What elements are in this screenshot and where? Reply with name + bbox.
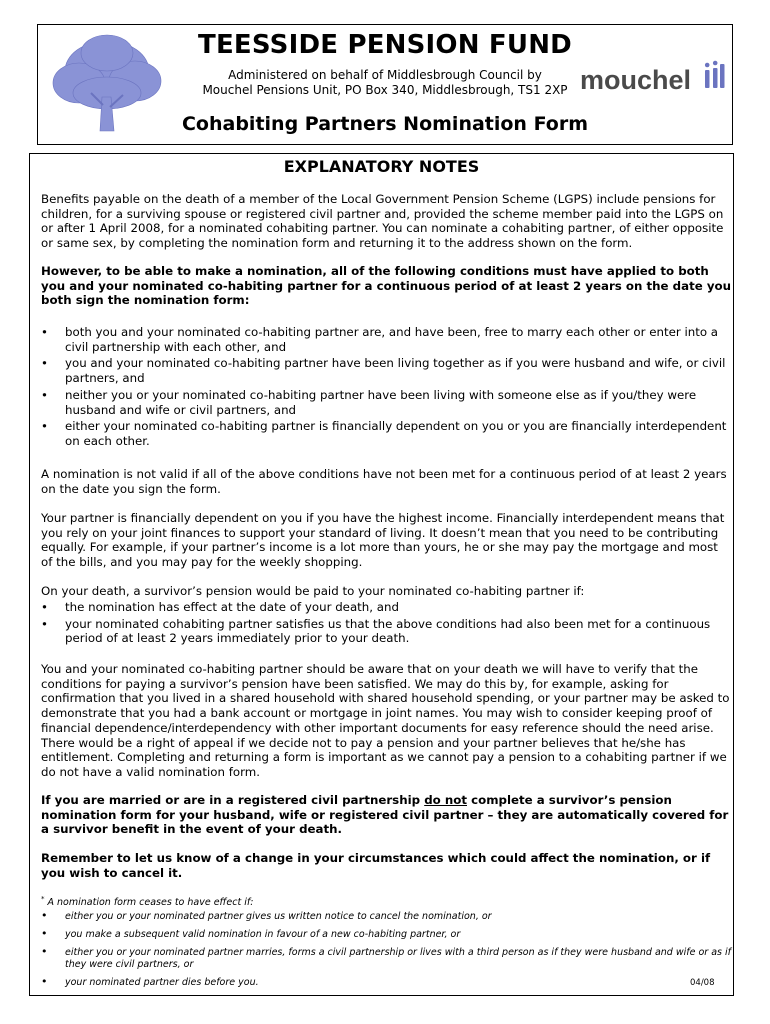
footnote-list [41, 911, 731, 995]
list-item: • neither you or your nominated co-habiting partner have been living with someone else as if you/they were husband and wife or civil partners, and [41, 387, 697, 417]
verify-paragraph: You and your nominated co-habiting partner should be aware that on your death we will have to verify that the conditions for paying a survivor’s pension have been satisfied. We may do this by, for example, asking for confirmation that you lived in a shared household with shared household spending, or your partner may be asked to demonstrate that you had a bank account or mortgage in joint names. You may wish to consider keeping proof of financial dependence/interdependency with other important documents for easy reference should the need arise. There would be a right of appeal if we decide not to pay a pension and your partner believes that he/she has entitlement. Completing and returning a form is important as we cannot pay a pension to a cohabiting partner if we do not have a valid nomination form. [41, 662, 730, 779]
mouchel-logo [578, 60, 728, 96]
married-paragraph: If you are married or are in a registered civil partnership do not complete a survivor’s pension nomination form for your husband, wife or registered civil partner – they are automatically covered for a survivor benefit in the event of your death. [41, 793, 729, 837]
list-item: • either you or your nominated partner gives us written notice to cancel the nomination, or [41, 909, 492, 922]
fund-title: TEESSIDE PENSION FUND [198, 30, 572, 60]
conditions-list [41, 325, 731, 451]
administrator-info [185, 68, 585, 98]
admin-line-2: Mouchel Pensions Unit, PO Box 340, Middlesbrough, TS1 2XP [202, 83, 568, 97]
death-intro: On your death, a survivor’s pension would be paid to your nominated co-habiting partner if: [41, 584, 585, 598]
admin-line-1: Administered on behalf of Middlesbrough Council by [228, 68, 542, 82]
list-item: • you make a subsequent valid nomination in favour of a new co-habiting partner, or [41, 927, 461, 940]
death-conditions-list [41, 600, 731, 648]
list-item: • your nominated cohabiting partner satisfies us that the above conditions had also been met for a continuous period of at least 2 years immediately prior to your death. [41, 616, 711, 646]
invalid-paragraph: A nomination is not valid if all of the above conditions have not been met for a continuous period of at least 2 years on the date you sign the form. [41, 467, 727, 496]
list-item: • either your nominated co-habiting partner is financially dependent on you or you are financially interdependent on each other. [41, 419, 727, 448]
conditions-intro: However, to be able to make a nomination, all of the following conditions must have applied to both you and your nominated co-habiting partner for a continuous period of at least 2 years on the date you both sign the nomination form: [41, 264, 732, 308]
intro-paragraph: Benefits payable on the death of a member of the Local Government Pension Scheme (LGPS) include pensions for children, for a surviving spouse or registered civil partner and, provided the scheme member paid into the LGPS on or after 1 April 2008, for a nominated cohabiting partner. You can nominate a cohabiting partner, of either opposite or same sex, by completing the nomination form and returning it to the address shown on the form. [41, 192, 724, 251]
mouchel-logo-text: mouchel [580, 65, 692, 95]
list-item: • your nominated partner dies before you. [41, 975, 259, 988]
form-title: Cohabiting Partners Nomination Form [181, 113, 589, 135]
form-date-code: 04/08 [690, 978, 715, 988]
footnote-intro: * A nomination form ceases to have effect if: [41, 895, 254, 909]
list-item: • you and your nominated co-habiting partner have been living together as if you were husband and wife, or civil partners, and [41, 356, 726, 386]
list-item: • either you or your nominated partner marries, forms a civil partnership or lives with a third person as if they were husband and wife or as if they were civil partners, or [41, 945, 731, 970]
remember-paragraph: Remember to let us know of a change in your circumstances which could affect the nomination, or if you wish to cancel it. [41, 851, 711, 880]
notes-heading: EXPLANATORY NOTES [283, 157, 480, 176]
mouchel-mark-icon [705, 61, 725, 88]
list-item: • both you and your nominated co-habiting partner are, and have been, free to marry each other or enter into a civil partnership with each other, and [41, 325, 719, 354]
list-item: • the nomination has effect at the date of your death, and [41, 600, 399, 614]
dependent-paragraph: Your partner is financially dependent on you if you have the highest income. Financially interdependent means that you rely on your joint finances to support your standard of living. It doesn’t mean that you need to be contributing equally. For example, if your partner’s income is a lot more than yours, he or she may pay the mortgage and most of the bills, and you may pay for the weekly shopping. [41, 511, 725, 570]
